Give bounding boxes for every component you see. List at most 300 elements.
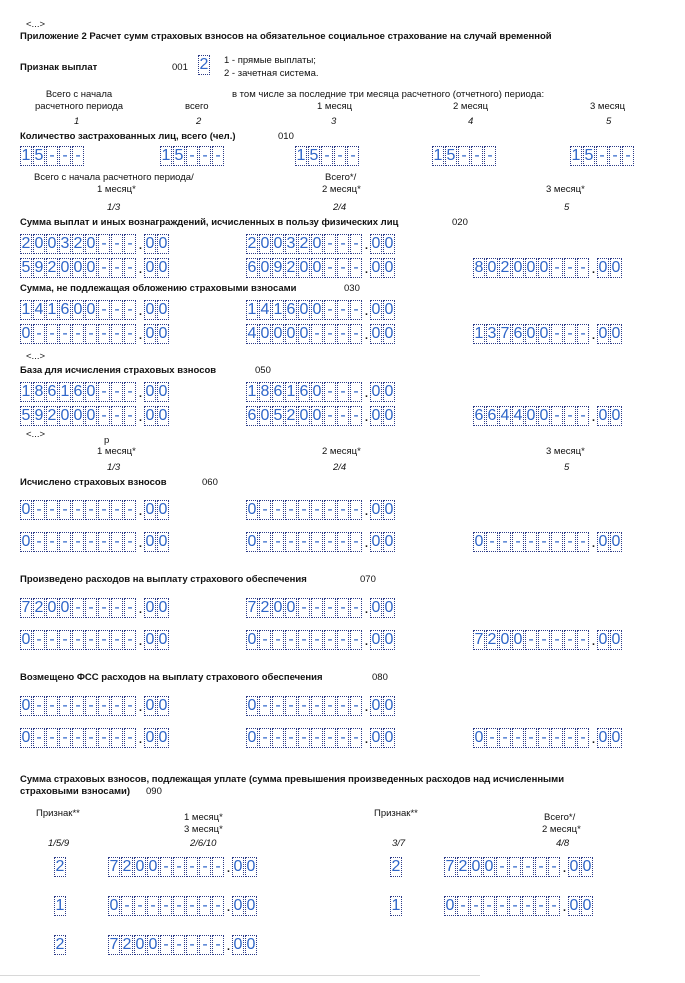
char-cell[interactable]: - <box>509 857 521 877</box>
char-cell[interactable]: 0 <box>598 631 608 648</box>
char-cell[interactable]: 6 <box>487 407 497 424</box>
char-cell[interactable]: - <box>33 696 45 716</box>
char-field[interactable] <box>473 728 623 748</box>
char-cell[interactable]: - <box>46 500 58 520</box>
char-cell[interactable]: - <box>496 896 508 916</box>
char-cell[interactable]: - <box>548 896 560 916</box>
char-cell[interactable]: 2 <box>34 599 44 616</box>
char-cell[interactable]: - <box>535 857 547 877</box>
char-cell[interactable]: 1 <box>21 383 31 400</box>
char-cell[interactable]: 0 <box>384 729 394 746</box>
char-cell[interactable]: 0 <box>145 407 155 424</box>
char-cell[interactable]: 5 <box>584 147 594 164</box>
char-cell[interactable]: 1 <box>247 301 257 318</box>
char-cell[interactable]: - <box>538 728 550 748</box>
char-cell[interactable]: 0 <box>158 407 168 424</box>
char-cell[interactable]: - <box>173 857 185 877</box>
char-cell[interactable]: - <box>259 728 271 748</box>
char-cell[interactable]: - <box>577 324 589 344</box>
char-cell[interactable]: - <box>525 532 537 552</box>
sign-field[interactable] <box>198 55 211 75</box>
char-cell[interactable]: 0 <box>60 407 70 424</box>
char-cell[interactable]: 0 <box>526 259 536 276</box>
char-cell[interactable]: 2 <box>47 259 57 276</box>
char-cell[interactable]: 4 <box>260 301 270 318</box>
char-cell[interactable]: - <box>173 896 185 916</box>
char-field[interactable] <box>54 857 67 877</box>
char-cell[interactable]: - <box>124 696 136 716</box>
char-cell[interactable]: - <box>72 500 84 520</box>
char-cell[interactable]: 5 <box>309 147 319 164</box>
char-field[interactable] <box>20 728 170 748</box>
char-cell[interactable]: 1 <box>286 383 296 400</box>
char-cell[interactable]: 5 <box>21 259 31 276</box>
char-cell[interactable]: 7 <box>21 599 31 616</box>
char-cell[interactable]: - <box>311 696 323 716</box>
char-cell[interactable]: - <box>46 532 58 552</box>
char-cell[interactable]: - <box>321 146 333 166</box>
char-cell[interactable]: - <box>199 896 211 916</box>
char-cell[interactable]: 0 <box>260 407 270 424</box>
char-cell[interactable]: - <box>337 382 349 402</box>
char-cell[interactable]: 0 <box>611 325 621 342</box>
char-cell[interactable]: 0 <box>445 897 455 914</box>
char-cell[interactable]: - <box>98 258 110 278</box>
char-cell[interactable]: 0 <box>598 729 608 746</box>
char-cell[interactable]: 0 <box>384 325 394 342</box>
char-cell[interactable]: 0 <box>273 325 283 342</box>
char-cell[interactable]: 0 <box>135 858 145 875</box>
char-cell[interactable]: 0 <box>371 697 381 714</box>
char-field[interactable] <box>295 146 360 166</box>
char-cell[interactable]: - <box>285 630 297 650</box>
char-cell[interactable]: - <box>311 728 323 748</box>
char-cell[interactable]: 0 <box>21 325 31 342</box>
char-cell[interactable]: - <box>85 630 97 650</box>
char-cell[interactable]: 0 <box>47 235 57 252</box>
char-cell[interactable]: - <box>98 500 110 520</box>
char-cell[interactable]: 0 <box>135 936 145 953</box>
char-cell[interactable]: - <box>486 532 498 552</box>
char-cell[interactable]: 0 <box>73 407 83 424</box>
char-cell[interactable]: 0 <box>384 259 394 276</box>
char-cell[interactable]: 2 <box>247 235 257 252</box>
char-cell[interactable]: 0 <box>86 383 96 400</box>
char-cell[interactable]: 2 <box>47 407 57 424</box>
char-cell[interactable]: - <box>350 500 362 520</box>
char-cell[interactable]: 0 <box>384 383 394 400</box>
char-cell[interactable]: - <box>564 728 576 748</box>
char-cell[interactable]: 0 <box>145 729 155 746</box>
char-cell[interactable]: - <box>85 500 97 520</box>
char-cell[interactable]: 3 <box>487 325 497 342</box>
char-cell[interactable]: 0 <box>273 599 283 616</box>
char-cell[interactable]: 0 <box>371 501 381 518</box>
char-cell[interactable]: - <box>124 258 136 278</box>
char-cell[interactable]: 8 <box>260 383 270 400</box>
char-cell[interactable]: - <box>324 728 336 748</box>
char-cell[interactable]: - <box>337 234 349 254</box>
char-cell[interactable]: - <box>525 630 537 650</box>
char-cell[interactable]: - <box>350 696 362 716</box>
char-cell[interactable]: - <box>199 935 211 955</box>
char-cell[interactable]: - <box>350 630 362 650</box>
char-cell[interactable]: - <box>98 382 110 402</box>
char-cell[interactable]: - <box>350 234 362 254</box>
char-cell[interactable]: - <box>334 146 346 166</box>
char-cell[interactable]: 0 <box>145 501 155 518</box>
char-cell[interactable]: - <box>577 406 589 426</box>
char-cell[interactable]: - <box>350 324 362 344</box>
char-cell[interactable]: - <box>259 630 271 650</box>
char-cell[interactable]: 0 <box>47 599 57 616</box>
char-field[interactable] <box>444 857 594 877</box>
char-cell[interactable]: 7 <box>109 936 119 953</box>
char-cell[interactable]: - <box>577 532 589 552</box>
char-cell[interactable]: - <box>551 630 563 650</box>
char-cell[interactable]: - <box>272 728 284 748</box>
char-cell[interactable]: 1 <box>391 897 401 914</box>
char-cell[interactable]: 1 <box>21 301 31 318</box>
char-cell[interactable]: 0 <box>158 599 168 616</box>
char-cell[interactable]: - <box>609 146 621 166</box>
char-cell[interactable]: 0 <box>371 599 381 616</box>
char-cell[interactable]: - <box>298 696 310 716</box>
char-cell[interactable]: - <box>324 300 336 320</box>
char-cell[interactable]: - <box>124 598 136 618</box>
char-cell[interactable]: - <box>160 896 172 916</box>
char-field[interactable] <box>246 630 396 650</box>
char-cell[interactable]: - <box>298 500 310 520</box>
char-cell[interactable]: 0 <box>384 235 394 252</box>
char-cell[interactable]: 1 <box>47 301 57 318</box>
char-cell[interactable]: - <box>471 146 483 166</box>
char-cell[interactable]: 2 <box>458 858 468 875</box>
sign-cell[interactable]: 2 <box>199 56 209 73</box>
char-cell[interactable]: 0 <box>611 259 621 276</box>
char-cell[interactable]: 5 <box>34 147 44 164</box>
char-cell[interactable]: - <box>59 500 71 520</box>
char-cell[interactable]: 6 <box>273 383 283 400</box>
char-cell[interactable]: 0 <box>246 936 256 953</box>
char-field[interactable] <box>246 234 396 254</box>
char-cell[interactable]: - <box>59 324 71 344</box>
char-cell[interactable]: - <box>337 500 349 520</box>
char-cell[interactable]: - <box>350 300 362 320</box>
char-cell[interactable]: - <box>337 300 349 320</box>
char-cell[interactable]: - <box>499 532 511 552</box>
char-cell[interactable]: 2 <box>286 259 296 276</box>
char-cell[interactable]: - <box>59 146 71 166</box>
char-cell[interactable]: 2 <box>286 407 296 424</box>
char-cell[interactable]: 0 <box>582 897 592 914</box>
char-cell[interactable]: - <box>350 406 362 426</box>
char-cell[interactable]: 0 <box>148 936 158 953</box>
char-cell[interactable]: 0 <box>474 533 484 550</box>
char-field[interactable] <box>54 896 67 916</box>
char-cell[interactable]: 4 <box>247 325 257 342</box>
char-field[interactable] <box>473 532 623 552</box>
char-cell[interactable]: 0 <box>158 383 168 400</box>
char-cell[interactable]: - <box>199 146 211 166</box>
char-field[interactable] <box>20 532 170 552</box>
char-cell[interactable]: - <box>525 728 537 748</box>
char-cell[interactable]: - <box>522 857 534 877</box>
char-cell[interactable]: - <box>622 146 634 166</box>
char-cell[interactable]: - <box>98 300 110 320</box>
char-cell[interactable]: 7 <box>109 858 119 875</box>
char-cell[interactable]: 1 <box>55 897 65 914</box>
char-cell[interactable]: - <box>98 406 110 426</box>
char-cell[interactable]: - <box>98 324 110 344</box>
char-cell[interactable]: 0 <box>539 325 549 342</box>
char-field[interactable] <box>246 532 396 552</box>
char-cell[interactable]: - <box>160 935 172 955</box>
char-cell[interactable]: 0 <box>371 631 381 648</box>
char-cell[interactable]: - <box>512 728 524 748</box>
char-cell[interactable]: - <box>186 896 198 916</box>
char-cell[interactable]: 7 <box>500 325 510 342</box>
char-field[interactable] <box>390 896 403 916</box>
char-cell[interactable]: 0 <box>260 259 270 276</box>
char-cell[interactable]: 0 <box>611 533 621 550</box>
char-field[interactable] <box>20 598 170 618</box>
char-cell[interactable]: 1 <box>433 147 443 164</box>
char-cell[interactable]: 0 <box>312 259 322 276</box>
char-cell[interactable]: - <box>350 598 362 618</box>
char-cell[interactable]: 0 <box>34 235 44 252</box>
char-cell[interactable]: 0 <box>60 599 70 616</box>
char-field[interactable] <box>20 382 170 402</box>
char-cell[interactable]: - <box>212 896 224 916</box>
char-cell[interactable]: - <box>124 406 136 426</box>
char-cell[interactable]: - <box>548 857 560 877</box>
char-cell[interactable]: - <box>72 324 84 344</box>
char-cell[interactable]: 0 <box>247 501 257 518</box>
char-cell[interactable]: 0 <box>539 259 549 276</box>
char-cell[interactable]: - <box>111 234 123 254</box>
char-cell[interactable]: - <box>564 324 576 344</box>
char-cell[interactable]: - <box>72 630 84 650</box>
char-cell[interactable]: 1 <box>571 147 581 164</box>
char-cell[interactable]: - <box>337 598 349 618</box>
char-cell[interactable]: 0 <box>86 407 96 424</box>
char-cell[interactable]: - <box>551 406 563 426</box>
char-cell[interactable]: 6 <box>60 301 70 318</box>
char-cell[interactable]: 0 <box>247 729 257 746</box>
char-cell[interactable]: 0 <box>145 631 155 648</box>
char-field[interactable] <box>20 630 170 650</box>
char-cell[interactable]: - <box>46 696 58 716</box>
char-cell[interactable]: - <box>272 532 284 552</box>
char-cell[interactable]: 1 <box>474 325 484 342</box>
char-field[interactable] <box>54 935 67 955</box>
char-cell[interactable]: 0 <box>60 259 70 276</box>
char-cell[interactable]: 0 <box>145 383 155 400</box>
char-field[interactable] <box>20 406 170 426</box>
char-cell[interactable]: - <box>551 532 563 552</box>
char-cell[interactable]: - <box>98 696 110 716</box>
char-cell[interactable]: 2 <box>122 858 132 875</box>
char-cell[interactable]: - <box>577 258 589 278</box>
char-cell[interactable]: 1 <box>60 383 70 400</box>
char-cell[interactable]: - <box>483 896 495 916</box>
char-cell[interactable]: - <box>46 630 58 650</box>
char-cell[interactable]: - <box>85 728 97 748</box>
char-cell[interactable]: - <box>564 406 576 426</box>
char-cell[interactable]: - <box>311 500 323 520</box>
char-cell[interactable]: 0 <box>598 259 608 276</box>
char-cell[interactable]: - <box>512 532 524 552</box>
char-cell[interactable]: 0 <box>384 533 394 550</box>
char-cell[interactable]: - <box>298 532 310 552</box>
char-cell[interactable]: 0 <box>384 697 394 714</box>
char-cell[interactable]: 0 <box>158 235 168 252</box>
char-cell[interactable]: 0 <box>86 259 96 276</box>
char-cell[interactable]: - <box>298 598 310 618</box>
char-cell[interactable]: - <box>577 630 589 650</box>
char-field[interactable] <box>246 324 396 344</box>
char-cell[interactable]: 0 <box>286 599 296 616</box>
char-cell[interactable]: - <box>111 532 123 552</box>
char-cell[interactable]: - <box>124 630 136 650</box>
char-cell[interactable]: 0 <box>569 897 579 914</box>
char-cell[interactable]: 7 <box>474 631 484 648</box>
char-cell[interactable]: - <box>173 935 185 955</box>
char-cell[interactable]: - <box>324 696 336 716</box>
char-cell[interactable]: - <box>85 324 97 344</box>
char-cell[interactable]: - <box>124 300 136 320</box>
char-cell[interactable]: - <box>160 857 172 877</box>
char-cell[interactable]: - <box>212 935 224 955</box>
char-cell[interactable]: - <box>124 500 136 520</box>
char-cell[interactable]: 1 <box>161 147 171 164</box>
char-cell[interactable]: - <box>324 532 336 552</box>
char-cell[interactable]: 0 <box>21 729 31 746</box>
char-cell[interactable]: 0 <box>299 301 309 318</box>
char-cell[interactable]: - <box>324 234 336 254</box>
char-cell[interactable]: - <box>564 258 576 278</box>
char-cell[interactable]: 5 <box>273 407 283 424</box>
char-cell[interactable]: - <box>124 234 136 254</box>
char-cell[interactable]: 0 <box>526 407 536 424</box>
char-cell[interactable]: 0 <box>148 858 158 875</box>
char-cell[interactable]: 0 <box>384 599 394 616</box>
char-cell[interactable]: 0 <box>246 897 256 914</box>
char-cell[interactable]: 2 <box>391 858 401 875</box>
char-cell[interactable]: - <box>33 500 45 520</box>
char-cell[interactable]: 0 <box>158 631 168 648</box>
char-cell[interactable]: 0 <box>371 383 381 400</box>
char-cell[interactable]: 0 <box>384 501 394 518</box>
char-field[interactable] <box>20 324 170 344</box>
char-cell[interactable]: 0 <box>73 259 83 276</box>
char-cell[interactable]: 0 <box>246 858 256 875</box>
char-cell[interactable]: 0 <box>471 858 481 875</box>
char-cell[interactable]: - <box>337 630 349 650</box>
char-cell[interactable]: 0 <box>384 407 394 424</box>
char-cell[interactable]: - <box>59 630 71 650</box>
char-cell[interactable]: - <box>324 598 336 618</box>
char-cell[interactable]: - <box>85 696 97 716</box>
char-cell[interactable]: - <box>111 696 123 716</box>
char-cell[interactable]: 0 <box>371 301 381 318</box>
char-cell[interactable]: 2 <box>500 259 510 276</box>
char-cell[interactable]: - <box>285 500 297 520</box>
char-cell[interactable]: 0 <box>526 325 536 342</box>
char-cell[interactable]: - <box>285 696 297 716</box>
char-cell[interactable]: - <box>509 896 521 916</box>
char-cell[interactable]: - <box>124 532 136 552</box>
char-field[interactable] <box>108 935 258 955</box>
char-field[interactable] <box>20 300 170 320</box>
char-cell[interactable]: - <box>98 532 110 552</box>
char-cell[interactable]: - <box>33 630 45 650</box>
char-cell[interactable]: - <box>212 146 224 166</box>
char-cell[interactable]: - <box>522 896 534 916</box>
char-field[interactable] <box>473 630 623 650</box>
char-cell[interactable]: - <box>564 532 576 552</box>
char-cell[interactable]: 9 <box>34 407 44 424</box>
char-cell[interactable]: - <box>285 532 297 552</box>
char-cell[interactable]: 0 <box>260 235 270 252</box>
char-cell[interactable]: 2 <box>55 858 65 875</box>
char-cell[interactable]: 0 <box>299 259 309 276</box>
char-cell[interactable]: 3 <box>286 235 296 252</box>
char-cell[interactable]: - <box>347 146 359 166</box>
char-field[interactable] <box>20 146 85 166</box>
char-cell[interactable]: 0 <box>500 631 510 648</box>
char-cell[interactable]: 6 <box>299 383 309 400</box>
char-cell[interactable]: 6 <box>73 383 83 400</box>
char-cell[interactable]: - <box>337 728 349 748</box>
char-cell[interactable]: - <box>59 532 71 552</box>
char-cell[interactable]: - <box>496 857 508 877</box>
char-cell[interactable]: 2 <box>55 936 65 953</box>
char-cell[interactable]: 0 <box>371 729 381 746</box>
char-cell[interactable]: - <box>298 630 310 650</box>
char-field[interactable] <box>246 382 396 402</box>
char-cell[interactable]: 0 <box>247 697 257 714</box>
char-cell[interactable]: - <box>285 728 297 748</box>
char-cell[interactable]: - <box>350 532 362 552</box>
char-cell[interactable]: 6 <box>513 325 523 342</box>
char-cell[interactable]: 4 <box>513 407 523 424</box>
char-cell[interactable]: - <box>259 532 271 552</box>
char-cell[interactable]: - <box>311 630 323 650</box>
char-field[interactable] <box>108 896 258 916</box>
char-cell[interactable]: - <box>564 630 576 650</box>
char-cell[interactable]: - <box>470 896 482 916</box>
char-cell[interactable]: 6 <box>247 407 257 424</box>
char-cell[interactable]: - <box>551 324 563 344</box>
char-cell[interactable]: 0 <box>145 697 155 714</box>
char-cell[interactable]: - <box>72 598 84 618</box>
char-cell[interactable]: - <box>259 696 271 716</box>
char-cell[interactable]: 2 <box>487 631 497 648</box>
char-cell[interactable]: - <box>85 532 97 552</box>
char-cell[interactable]: - <box>124 382 136 402</box>
char-cell[interactable]: 2 <box>299 235 309 252</box>
char-field[interactable] <box>20 258 170 278</box>
char-cell[interactable]: - <box>147 896 159 916</box>
char-cell[interactable]: - <box>551 258 563 278</box>
char-cell[interactable]: 2 <box>260 599 270 616</box>
char-cell[interactable]: - <box>46 146 58 166</box>
char-cell[interactable]: 0 <box>21 697 31 714</box>
char-field[interactable] <box>473 324 623 344</box>
char-cell[interactable]: 0 <box>474 729 484 746</box>
